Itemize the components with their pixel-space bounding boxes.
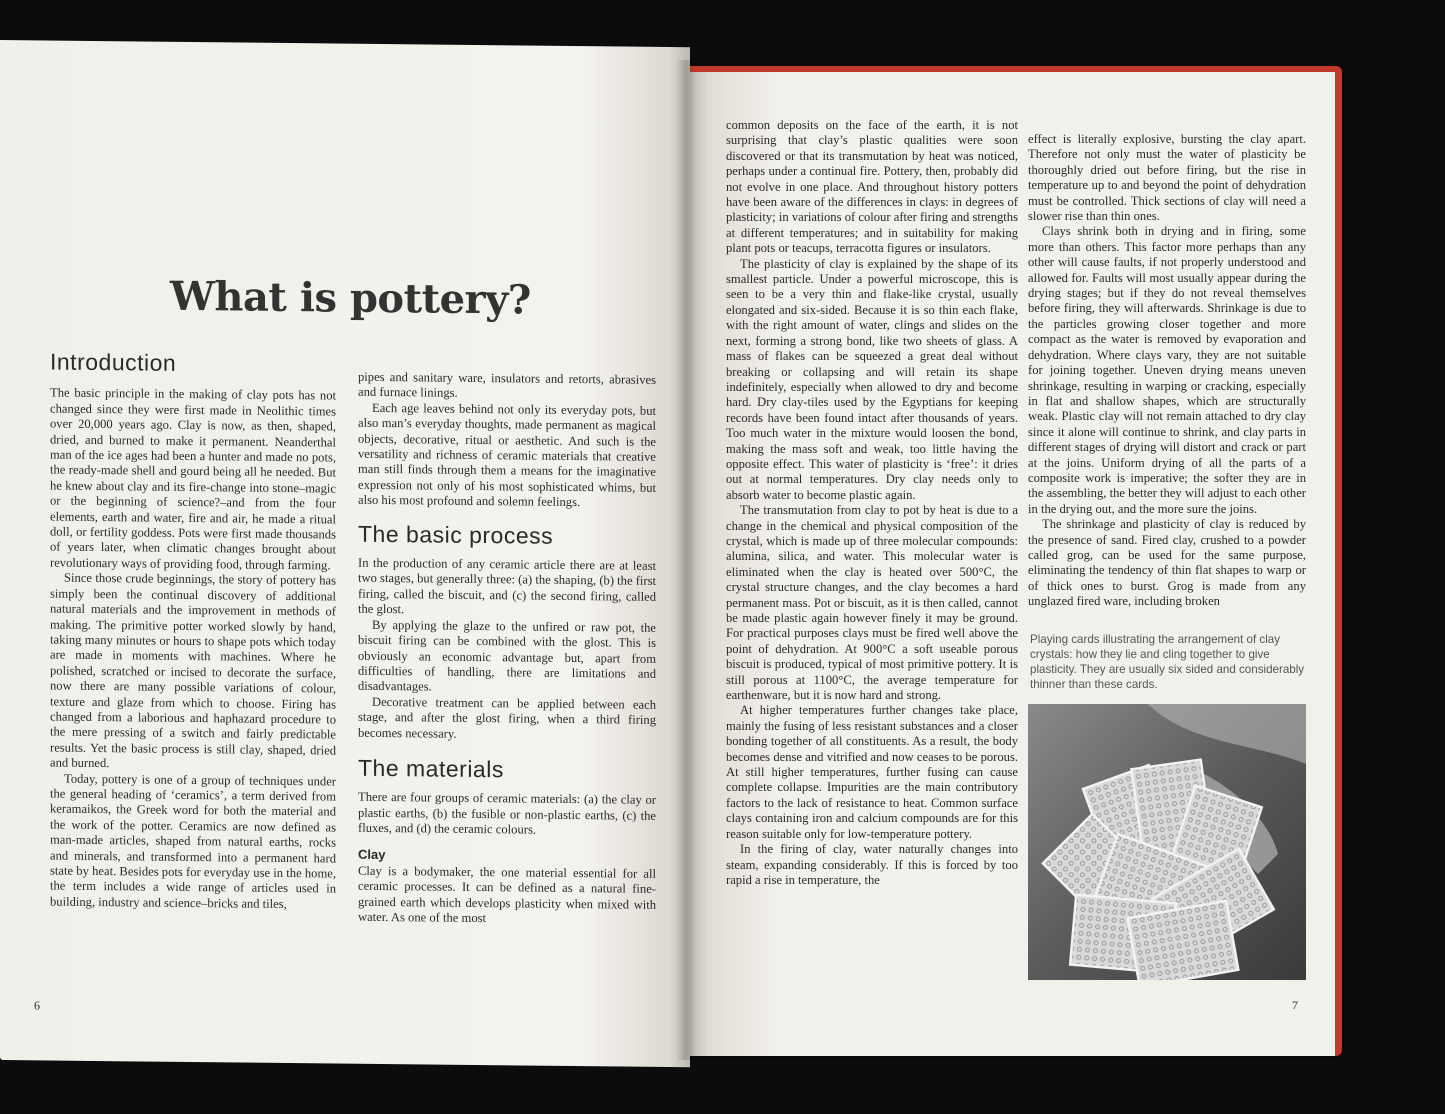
paragraph: In the production of any ceramic article there are at least two stages, but generally three: (a) the shaping, (b) the first firing, called the biscuit, and (c) the second firing, called the glost. <box>358 555 656 617</box>
paragraph: Clays shrink both in drying and in firing, some more than others. This factor more perhaps than any other will cause faults, if not properly understood and allowed for. Faults will most usually appear during the drying stages; but if they do not reveal themselves before firing, they will afterwards. Shrinkage is due to the particles growing closer together and more compact as the water is removed by evaporation and dehydration. Where clays vary, they are not suitable for joining together. Uneven drying means uneven shrinkage, resulting in warping or cracking, especially in flat and shallow shapes, which are structurally weak. Plastic clay will not remain attached to dry clay since it alone will continue to shrink, and clay parts in different stages of drying will distort and crack or part at the joins. Uniform drying of all the parts of a composite work is imperative; the softer they are in the assembling, the better they will adjust to each other in the drying out, and the more sure the joins. <box>1028 224 1306 516</box>
subheading-clay: Clay <box>358 846 386 862</box>
paragraph: In the firing of clay, water naturally changes into steam, expanding considerably. If this is forced by too rapid a rise in temperature, the <box>726 842 1018 887</box>
left-page <box>0 40 690 1067</box>
paragraph: There are four groups of ceramic materials: (a) the clay or plastic earths, (b) the fusible or non-plastic earths, (c) the fluxes, and (d) the ceramic colours. <box>358 790 656 837</box>
page-title: What is pottery? <box>170 272 531 324</box>
left-column-1 <box>50 348 336 913</box>
page-number-left: 6 <box>34 998 40 1013</box>
right-page <box>690 72 1335 1056</box>
paragraph: Decorative treatment can be applied between each stage, and after the glost firing, when a third firing becomes necessary. <box>358 694 656 741</box>
paragraph: The transmutation from clay to pot by heat is due to a change in the chemical and physical composition of the crystal, which is made up of three molecular compounds: alumina, silica, and water. This molecular water is eliminated when the clay is heated over 500°C, the crystal structure changes, and the clay becomes a hard permanent mass. Pot or biscuit, as it is then called, cannot be made plastic again however finely it may be ground. For practical purposes clays must be fired well above the point of dehydration. At 900°C a soft useable porous biscuit is produced, typical of most primitive pottery. It is still porous at 1100°C, the average temperature for earthenware, but it is now hard and strong. <box>726 503 1018 703</box>
paragraph: Each age leaves behind not only its everyday pots, but also man’s everyday thoughts, made permanent as magical objects, decorative, ritual or aesthetic. And such is the versatility and richness of ceramic materials that creative man still finds through them a means for the imaginative expression not only of his most sophisticated whims, but also his most profound and solemn feelings. <box>358 400 656 510</box>
heading-materials: The materials <box>358 754 504 783</box>
playing-cards-illustration <box>1028 704 1306 980</box>
paragraph: The plasticity of clay is explained by the shape of its smallest particle. Under a powerful microscope, this is seen to be a very thin and flake-like crystal, usually elongated and six-sided. Because it is so thin each flake, with the right amount of water, clings and slides on the next, forming a strong bond, like two sheets of glass. A mass of flakes can be squeezed a great deal without breaking or collapsing and will retain its shape indefinitely, especially when allowed to dry and become hard. Dry clay-tiles used by the Egyptians for keeping records have been found intact after thousands of years. Too much water in the mixture would loosen the bond, making the mass soft and weak, too little having the opposite effect. This water of plasticity is ‘free’: it dries out at normal temperatures. Dry clay needs only to absorb water to become plastic again. <box>726 256 1018 502</box>
page-number-right: 7 <box>1292 998 1298 1012</box>
paragraph: Today, pottery is one of a group of techniques under the general heading of ‘ceramics’, a term derived from keramaikos, the Greek word for both the material and the work of the potter. Ceramics are now defined as man-made articles, shaped from natural earths, rocks and minerals, and transformed into a permanent hard state by heat. Besides pots for everyday use in the home, the term includes a wide range of articles used in building, industry and science–bricks and tiles, <box>50 771 336 911</box>
right-column-1 <box>726 118 1018 888</box>
right-column-2 <box>1028 132 1306 610</box>
paragraph: Since those crude beginnings, the story of pottery has simply been the continual discovery of additional natural materials and the improvement in methods of making. The primitive potter worked slowly by hand, taking many minutes or hours to shape pots which today are made in moments with machines. Where he polished, scratched or incised to decorate the surface, now there are many possible variations of colour, texture and glaze from which to choose. Firing has changed from a laborious and haphazard procedure to the mere pressing of a switch and fairly predictable results. Yet the basic process is still clay, shaped, dried and burned. <box>50 570 336 771</box>
paragraph: The shrinkage and plasticity of clay is reduced by the presence of sand. Fired clay, crushed to a powder called grog, can be used for the same purpose, eliminating the tendency of thin flat shapes to warp or of thick ones to burst. Grog is made from any unglazed fired ware, including broken <box>1028 517 1306 609</box>
paragraph: At higher temperatures further changes take place, mainly the fusing of less resistant substances and a closer bonding together of all constituents. As a result, the body becomes dense and vitrified and now ceases to be porous. At still higher temperatures, further fusing can cause complete collapse. Impurities are the main contributory factors to the lack of resistance to heat. Common surface clays containing iron and calcium compounds are for this reason suitable only for low-temperature pottery. <box>726 703 1018 841</box>
photo-caption: Playing cards illustrating the arrangement of clay crystals: how they lie and cling together to give plasticity. They are usually six sided and considerably thinner than these cards. <box>1030 633 1305 691</box>
book-spine-fold <box>676 60 696 1060</box>
paragraph: pipes and sanitary ware, insulators and retorts, abrasives and furnace linings. <box>358 369 656 401</box>
playing-cards-photo <box>1028 704 1306 980</box>
left-column-2 <box>358 370 656 929</box>
heading-introduction: Introduction <box>50 348 177 376</box>
paragraph: common deposits on the face of the earth, it is not surprising that clay’s plastic qualities were soon discovered or that its transmutation by heat was noticed, perhaps under a continual fire. Pottery, then, probably did not evolve in one place. And throughout history potters have been aware of the differences in clays: in degrees of plasticity; in variations of colour after firing and strengths at different temperatures; and in suitability for making plant pots or teacups, terracotta figures or insulators. <box>726 118 1018 256</box>
paragraph: By applying the glaze to the unfired or raw pot, the biscuit firing can be combined with the glost. This is obviously an economic advantage but, apart from difficulties of handling, there are limitations and disadvantages. <box>358 617 656 694</box>
paragraph: Clay is a bodymaker, the one material essential for all ceramic processes. It can be defined as a natural fine-grained earth which develops plasticity when mixed with water. As one of the most <box>358 863 656 926</box>
paragraph: effect is literally explosive, bursting the clay apart. Therefore not only must the water of plasticity be thoroughly dried out before firing, but the rise in temperature up to and beyond the point of dehydration must be controlled. Thick sections of clay will need a slower rise than thin ones. <box>1028 132 1306 224</box>
paragraph: The basic principle in the making of clay pots has not changed since they were first made in Neolithic times over 20,000 years ago. Clay is now, as then, shaped, dried, and burned to make it permanent. Neanderthal man of the ice ages had been a hunter and made no pots, the ready-made shell and gourd being all he needed. But he knew about clay and its fire-change into stone–magic or the beginning of science?–and from the four elements, earth and water, fire and air, he made a ritual doll, or fertility goddess. Pots were first made thousands of years later, when climatic changes brought about revolutionary ways of providing food, through farming. <box>50 385 336 573</box>
heading-basic-process: The basic process <box>358 520 554 549</box>
